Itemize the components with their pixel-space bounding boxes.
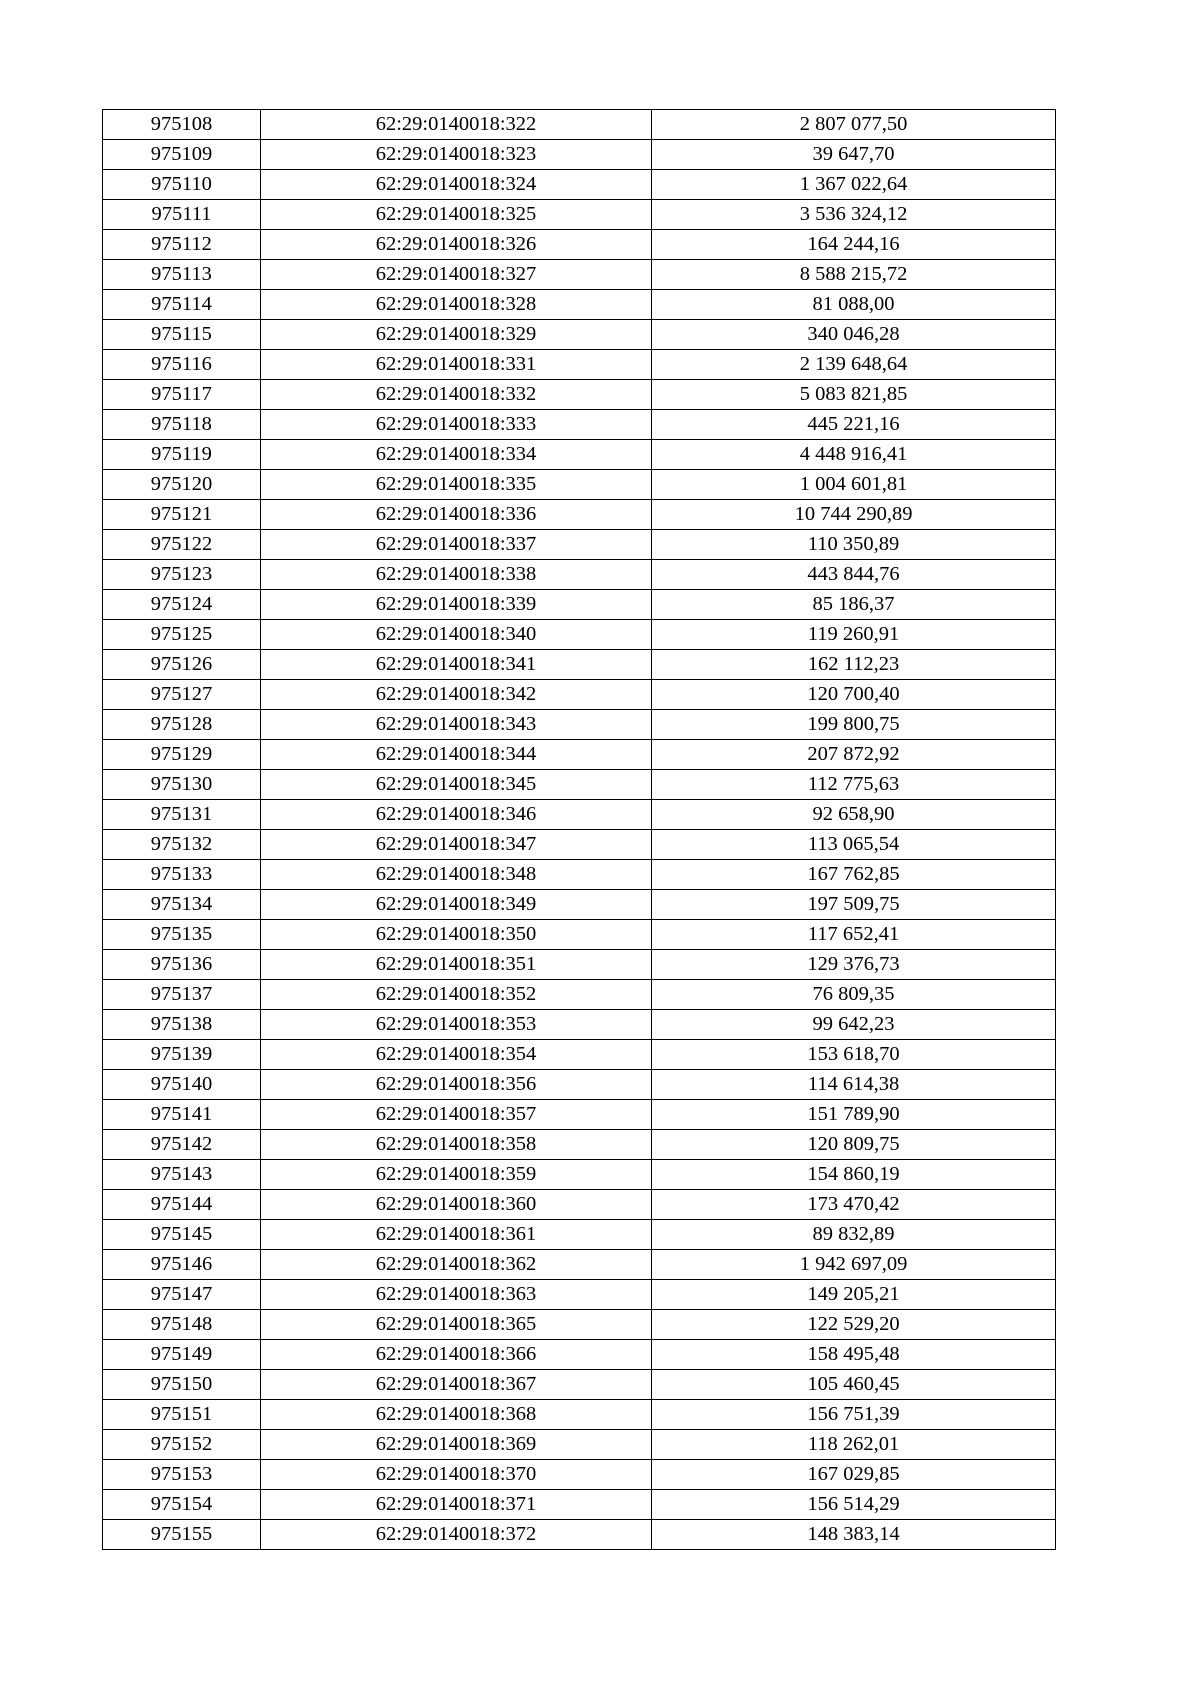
table-row xyxy=(103,170,1056,200)
value-cell: 99 642,23 xyxy=(652,1010,1056,1040)
table-row xyxy=(103,1130,1056,1160)
row-number-cell: 975132 xyxy=(103,830,261,860)
row-number-cell: 975116 xyxy=(103,350,261,380)
row-number-cell: 975134 xyxy=(103,890,261,920)
cadastral-number-cell: 62:29:0140018:362 xyxy=(261,1250,652,1280)
cadastral-number-cell: 62:29:0140018:332 xyxy=(261,380,652,410)
table-row xyxy=(103,1490,1056,1520)
row-number-cell: 975131 xyxy=(103,800,261,830)
cadastral-number-cell: 62:29:0140018:352 xyxy=(261,980,652,1010)
row-number-cell: 975122 xyxy=(103,530,261,560)
row-number-cell: 975135 xyxy=(103,920,261,950)
cadastral-number-cell: 62:29:0140018:331 xyxy=(261,350,652,380)
cadastral-number-cell: 62:29:0140018:335 xyxy=(261,470,652,500)
value-cell: 92 658,90 xyxy=(652,800,1056,830)
row-number-cell: 975125 xyxy=(103,620,261,650)
cadastral-number-cell: 62:29:0140018:361 xyxy=(261,1220,652,1250)
value-cell: 197 509,75 xyxy=(652,890,1056,920)
row-number-cell: 975154 xyxy=(103,1490,261,1520)
table-row xyxy=(103,980,1056,1010)
table-row xyxy=(103,590,1056,620)
row-number-cell: 975121 xyxy=(103,500,261,530)
cadastral-number-cell: 62:29:0140018:372 xyxy=(261,1520,652,1550)
cadastral-number-cell: 62:29:0140018:329 xyxy=(261,320,652,350)
row-number-cell: 975137 xyxy=(103,980,261,1010)
table-body xyxy=(103,110,1056,1550)
value-cell: 162 112,23 xyxy=(652,650,1056,680)
cadastral-number-cell: 62:29:0140018:339 xyxy=(261,590,652,620)
row-number-cell: 975126 xyxy=(103,650,261,680)
row-number-cell: 975138 xyxy=(103,1010,261,1040)
cadastral-number-cell: 62:29:0140018:356 xyxy=(261,1070,652,1100)
value-cell: 156 751,39 xyxy=(652,1400,1056,1430)
table-row xyxy=(103,1430,1056,1460)
table-row xyxy=(103,830,1056,860)
value-cell: 105 460,45 xyxy=(652,1370,1056,1400)
value-cell: 443 844,76 xyxy=(652,560,1056,590)
cadastral-number-cell: 62:29:0140018:353 xyxy=(261,1010,652,1040)
value-cell: 85 186,37 xyxy=(652,590,1056,620)
table-row xyxy=(103,260,1056,290)
value-cell: 76 809,35 xyxy=(652,980,1056,1010)
value-cell: 164 244,16 xyxy=(652,230,1056,260)
table-row xyxy=(103,200,1056,230)
table-row xyxy=(103,650,1056,680)
cadastral-number-cell: 62:29:0140018:334 xyxy=(261,440,652,470)
cadastral-number-cell: 62:29:0140018:371 xyxy=(261,1490,652,1520)
cadastral-number-cell: 62:29:0140018:345 xyxy=(261,770,652,800)
row-number-cell: 975120 xyxy=(103,470,261,500)
cadastral-number-cell: 62:29:0140018:336 xyxy=(261,500,652,530)
table-row xyxy=(103,740,1056,770)
row-number-cell: 975124 xyxy=(103,590,261,620)
table-row xyxy=(103,1190,1056,1220)
cadastral-number-cell: 62:29:0140018:351 xyxy=(261,950,652,980)
value-cell: 5 083 821,85 xyxy=(652,380,1056,410)
table-row xyxy=(103,710,1056,740)
row-number-cell: 975133 xyxy=(103,860,261,890)
row-number-cell: 975117 xyxy=(103,380,261,410)
table-row xyxy=(103,860,1056,890)
table-row xyxy=(103,350,1056,380)
value-cell: 445 221,16 xyxy=(652,410,1056,440)
value-cell: 1 004 601,81 xyxy=(652,470,1056,500)
row-number-cell: 975109 xyxy=(103,140,261,170)
table-row xyxy=(103,680,1056,710)
row-number-cell: 975155 xyxy=(103,1520,261,1550)
value-cell: 199 800,75 xyxy=(652,710,1056,740)
cadastral-number-cell: 62:29:0140018:360 xyxy=(261,1190,652,1220)
cadastral-number-cell: 62:29:0140018:366 xyxy=(261,1340,652,1370)
cadastral-number-cell: 62:29:0140018:367 xyxy=(261,1370,652,1400)
table-row xyxy=(103,1370,1056,1400)
cadastral-number-cell: 62:29:0140018:333 xyxy=(261,410,652,440)
value-cell: 154 860,19 xyxy=(652,1160,1056,1190)
cadastral-number-cell: 62:29:0140018:368 xyxy=(261,1400,652,1430)
row-number-cell: 975143 xyxy=(103,1160,261,1190)
table-row xyxy=(103,380,1056,410)
table-row xyxy=(103,110,1056,140)
table-row xyxy=(103,1220,1056,1250)
value-cell: 207 872,92 xyxy=(652,740,1056,770)
row-number-cell: 975140 xyxy=(103,1070,261,1100)
cadastral-number-cell: 62:29:0140018:350 xyxy=(261,920,652,950)
table-row xyxy=(103,320,1056,350)
value-cell: 118 262,01 xyxy=(652,1430,1056,1460)
row-number-cell: 975108 xyxy=(103,110,261,140)
row-number-cell: 975144 xyxy=(103,1190,261,1220)
cadastral-number-cell: 62:29:0140018:322 xyxy=(261,110,652,140)
value-cell: 120 700,40 xyxy=(652,680,1056,710)
row-number-cell: 975151 xyxy=(103,1400,261,1430)
cadastral-number-cell: 62:29:0140018:347 xyxy=(261,830,652,860)
cadastral-number-cell: 62:29:0140018:354 xyxy=(261,1040,652,1070)
value-cell: 1 942 697,09 xyxy=(652,1250,1056,1280)
cadastral-number-cell: 62:29:0140018:344 xyxy=(261,740,652,770)
row-number-cell: 975113 xyxy=(103,260,261,290)
table-row xyxy=(103,1280,1056,1310)
table-row xyxy=(103,890,1056,920)
table-row xyxy=(103,530,1056,560)
value-cell: 3 536 324,12 xyxy=(652,200,1056,230)
row-number-cell: 975130 xyxy=(103,770,261,800)
table-row xyxy=(103,1250,1056,1280)
row-number-cell: 975123 xyxy=(103,560,261,590)
table-row xyxy=(103,1310,1056,1340)
table-row xyxy=(103,920,1056,950)
cadastral-number-cell: 62:29:0140018:325 xyxy=(261,200,652,230)
cadastral-number-cell: 62:29:0140018:346 xyxy=(261,800,652,830)
value-cell: 1 367 022,64 xyxy=(652,170,1056,200)
table-row xyxy=(103,1100,1056,1130)
table-row xyxy=(103,1040,1056,1070)
table-row xyxy=(103,770,1056,800)
value-cell: 89 832,89 xyxy=(652,1220,1056,1250)
row-number-cell: 975129 xyxy=(103,740,261,770)
table-row xyxy=(103,290,1056,320)
row-number-cell: 975146 xyxy=(103,1250,261,1280)
row-number-cell: 975110 xyxy=(103,170,261,200)
cadastral-number-cell: 62:29:0140018:328 xyxy=(261,290,652,320)
value-cell: 158 495,48 xyxy=(652,1340,1056,1370)
cadastral-number-cell: 62:29:0140018:340 xyxy=(261,620,652,650)
row-number-cell: 975149 xyxy=(103,1340,261,1370)
value-cell: 167 762,85 xyxy=(652,860,1056,890)
cadastral-number-cell: 62:29:0140018:363 xyxy=(261,1280,652,1310)
row-number-cell: 975152 xyxy=(103,1430,261,1460)
row-number-cell: 975145 xyxy=(103,1220,261,1250)
value-cell: 119 260,91 xyxy=(652,620,1056,650)
cadastral-number-cell: 62:29:0140018:343 xyxy=(261,710,652,740)
cadastral-number-cell: 62:29:0140018:359 xyxy=(261,1160,652,1190)
table-row xyxy=(103,140,1056,170)
table-row xyxy=(103,1070,1056,1100)
row-number-cell: 975127 xyxy=(103,680,261,710)
value-cell: 122 529,20 xyxy=(652,1310,1056,1340)
table-row xyxy=(103,230,1056,260)
value-cell: 173 470,42 xyxy=(652,1190,1056,1220)
row-number-cell: 975112 xyxy=(103,230,261,260)
row-number-cell: 975115 xyxy=(103,320,261,350)
table-row xyxy=(103,440,1056,470)
row-number-cell: 975141 xyxy=(103,1100,261,1130)
table-row xyxy=(103,470,1056,500)
cadastral-number-cell: 62:29:0140018:338 xyxy=(261,560,652,590)
value-cell: 113 065,54 xyxy=(652,830,1056,860)
value-cell: 148 383,14 xyxy=(652,1520,1056,1550)
cadastral-number-cell: 62:29:0140018:349 xyxy=(261,890,652,920)
cadastral-number-cell: 62:29:0140018:324 xyxy=(261,170,652,200)
value-cell: 2 139 648,64 xyxy=(652,350,1056,380)
value-cell: 153 618,70 xyxy=(652,1040,1056,1070)
value-cell: 117 652,41 xyxy=(652,920,1056,950)
cadastral-number-cell: 62:29:0140018:342 xyxy=(261,680,652,710)
row-number-cell: 975139 xyxy=(103,1040,261,1070)
row-number-cell: 975153 xyxy=(103,1460,261,1490)
cadastral-number-cell: 62:29:0140018:327 xyxy=(261,260,652,290)
value-cell: 340 046,28 xyxy=(652,320,1056,350)
table-row xyxy=(103,410,1056,440)
row-number-cell: 975118 xyxy=(103,410,261,440)
cadastral-number-cell: 62:29:0140018:337 xyxy=(261,530,652,560)
cadastral-number-cell: 62:29:0140018:365 xyxy=(261,1310,652,1340)
cadastral-number-cell: 62:29:0140018:358 xyxy=(261,1130,652,1160)
table-row xyxy=(103,1400,1056,1430)
row-number-cell: 975119 xyxy=(103,440,261,470)
cadastral-value-table xyxy=(102,109,1056,1550)
cadastral-number-cell: 62:29:0140018:348 xyxy=(261,860,652,890)
value-cell: 8 588 215,72 xyxy=(652,260,1056,290)
value-cell: 149 205,21 xyxy=(652,1280,1056,1310)
cadastral-number-cell: 62:29:0140018:370 xyxy=(261,1460,652,1490)
cadastral-number-cell: 62:29:0140018:326 xyxy=(261,230,652,260)
row-number-cell: 975136 xyxy=(103,950,261,980)
row-number-cell: 975111 xyxy=(103,200,261,230)
value-cell: 114 614,38 xyxy=(652,1070,1056,1100)
value-cell: 167 029,85 xyxy=(652,1460,1056,1490)
table-row xyxy=(103,500,1056,530)
table-row xyxy=(103,1010,1056,1040)
value-cell: 4 448 916,41 xyxy=(652,440,1056,470)
value-cell: 112 775,63 xyxy=(652,770,1056,800)
row-number-cell: 975142 xyxy=(103,1130,261,1160)
value-cell: 120 809,75 xyxy=(652,1130,1056,1160)
cadastral-number-cell: 62:29:0140018:369 xyxy=(261,1430,652,1460)
row-number-cell: 975147 xyxy=(103,1280,261,1310)
value-cell: 10 744 290,89 xyxy=(652,500,1056,530)
table-row xyxy=(103,620,1056,650)
table-row xyxy=(103,1520,1056,1550)
value-cell: 151 789,90 xyxy=(652,1100,1056,1130)
table-row xyxy=(103,1340,1056,1370)
cadastral-number-cell: 62:29:0140018:323 xyxy=(261,140,652,170)
row-number-cell: 975114 xyxy=(103,290,261,320)
table-row xyxy=(103,800,1056,830)
table-row xyxy=(103,1160,1056,1190)
row-number-cell: 975128 xyxy=(103,710,261,740)
value-cell: 156 514,29 xyxy=(652,1490,1056,1520)
cadastral-number-cell: 62:29:0140018:341 xyxy=(261,650,652,680)
value-cell: 110 350,89 xyxy=(652,530,1056,560)
value-cell: 39 647,70 xyxy=(652,140,1056,170)
row-number-cell: 975150 xyxy=(103,1370,261,1400)
cadastral-number-cell: 62:29:0140018:357 xyxy=(261,1100,652,1130)
table-row xyxy=(103,1460,1056,1490)
value-cell: 129 376,73 xyxy=(652,950,1056,980)
table-row xyxy=(103,560,1056,590)
value-cell: 81 088,00 xyxy=(652,290,1056,320)
row-number-cell: 975148 xyxy=(103,1310,261,1340)
value-cell: 2 807 077,50 xyxy=(652,110,1056,140)
table-row xyxy=(103,950,1056,980)
